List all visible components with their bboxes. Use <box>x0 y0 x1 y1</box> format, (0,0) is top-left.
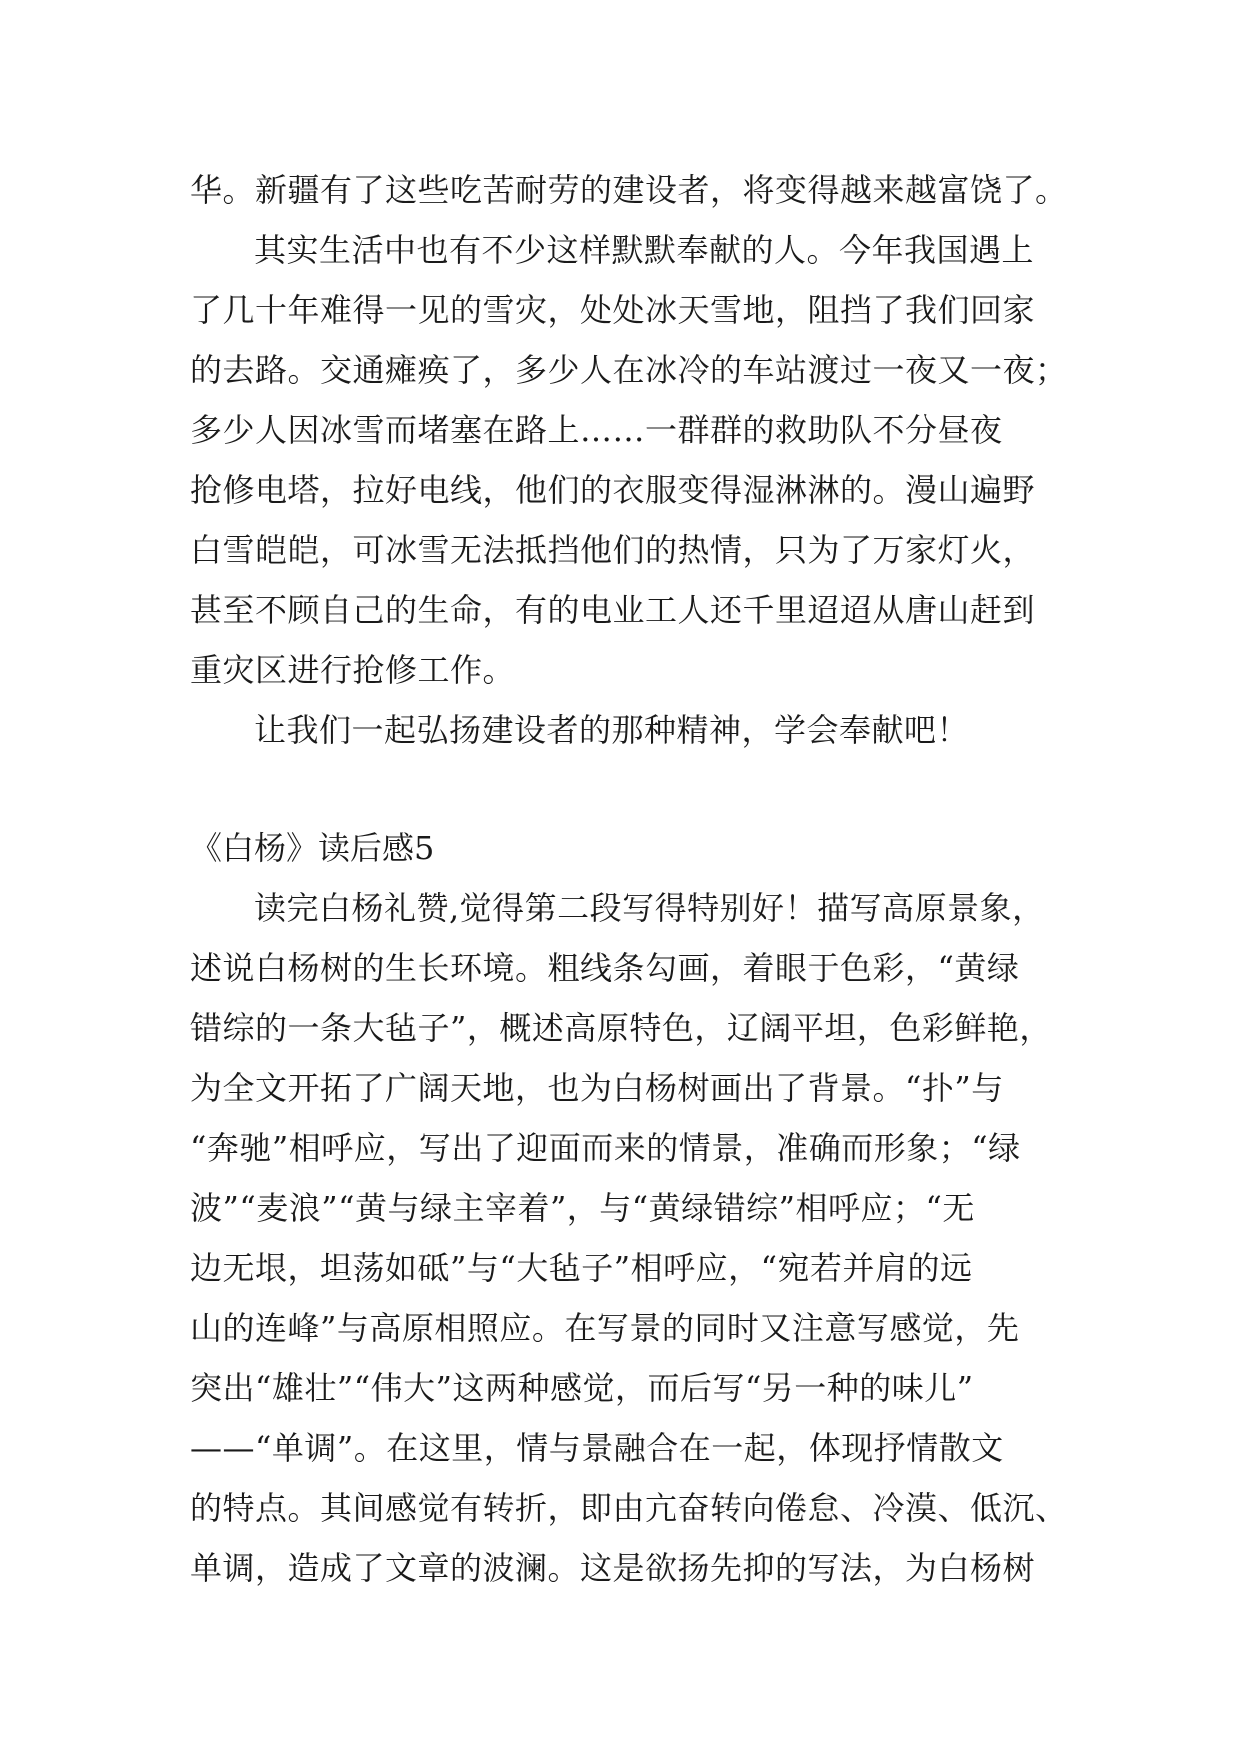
paragraph-line: ——“单调”。在这里，情与景融合在一起，体现抒情散文 <box>190 1429 1004 1467</box>
paragraph-line: 重灾区进行抢修工作。 <box>190 651 516 689</box>
paragraph-line: 单调，造成了文章的波澜。这是欲扬先抑的写法，为白杨树 <box>190 1549 1036 1587</box>
paragraph-line: 甚至不顾自己的生命，有的电业工人还千里迢迢从唐山赶到 <box>190 591 1036 629</box>
paragraph-line: 波”“麦浪”“黄与绿主宰着”，与“黄绿错综”相呼应；“无 <box>190 1189 975 1227</box>
section-gap <box>190 760 1060 818</box>
paragraph-line: 述说白杨树的生长环境。粗线条勾画，着眼于色彩，“黄绿 <box>190 949 1020 987</box>
document-body <box>190 160 1068 1598</box>
paragraph-line: 的特点。其间感觉有转折，即由亢奋转向倦怠、冷漠、低沉、 <box>190 1489 1068 1527</box>
paragraph-line: 让我们一起弘扬建设者的那种精神，学会奉献吧！ <box>254 711 970 749</box>
paragraph-line: 抢修电塔，拉好电线，他们的衣服变得湿淋淋的。漫山遍野 <box>190 471 1036 509</box>
paragraph-line: 读完白杨礼赞,觉得第二段写得特别好！描写高原景象， <box>254 889 1045 927</box>
paragraph-line: “奔驰”相呼应，写出了迎面而来的情景，准确而形象；“绿 <box>190 1129 1021 1167</box>
paragraph-line: 的去路。交通瘫痪了，多少人在冰冷的车站渡过一夜又一夜； <box>190 351 1068 389</box>
section-title: 《白杨》读后感5 <box>190 829 435 867</box>
paragraph-line: 为全文开拓了广阔天地，也为白杨树画出了背景。“扑”与 <box>190 1069 1004 1107</box>
paragraph-line: 山的连峰”与高原相照应。在写景的同时又注意写感觉，先 <box>190 1309 1020 1347</box>
paragraph-line: 边无垠，坦荡如砥”与“大毡子”相呼应，“宛若并肩的远 <box>190 1249 973 1287</box>
paragraph-line: 突出“雄壮”“伟大”这两种感觉，而后写“另一种的味儿” <box>190 1369 974 1407</box>
paragraph-line: 错综的一条大毡子”，概述高原特色，辽阔平坦，色彩鲜艳， <box>190 1009 1052 1047</box>
paragraph-line: 白雪皑皑，可冰雪无法抵挡他们的热情，只为了万家灯火， <box>190 531 1036 569</box>
paragraph-line: 华。新疆有了这些吃苦耐劳的建设者，将变得越来越富饶了。 <box>190 171 1068 209</box>
paragraph-line: 了几十年难得一见的雪灾，处处冰天雪地，阻挡了我们回家 <box>190 291 1036 329</box>
paragraph-line: 其实生活中也有不少这样默默奉献的人。今年我国遇上 <box>254 231 1035 269</box>
paragraph-line: 多少人因冰雪而堵塞在路上……一群群的救助队不分昼夜 <box>190 411 1003 449</box>
